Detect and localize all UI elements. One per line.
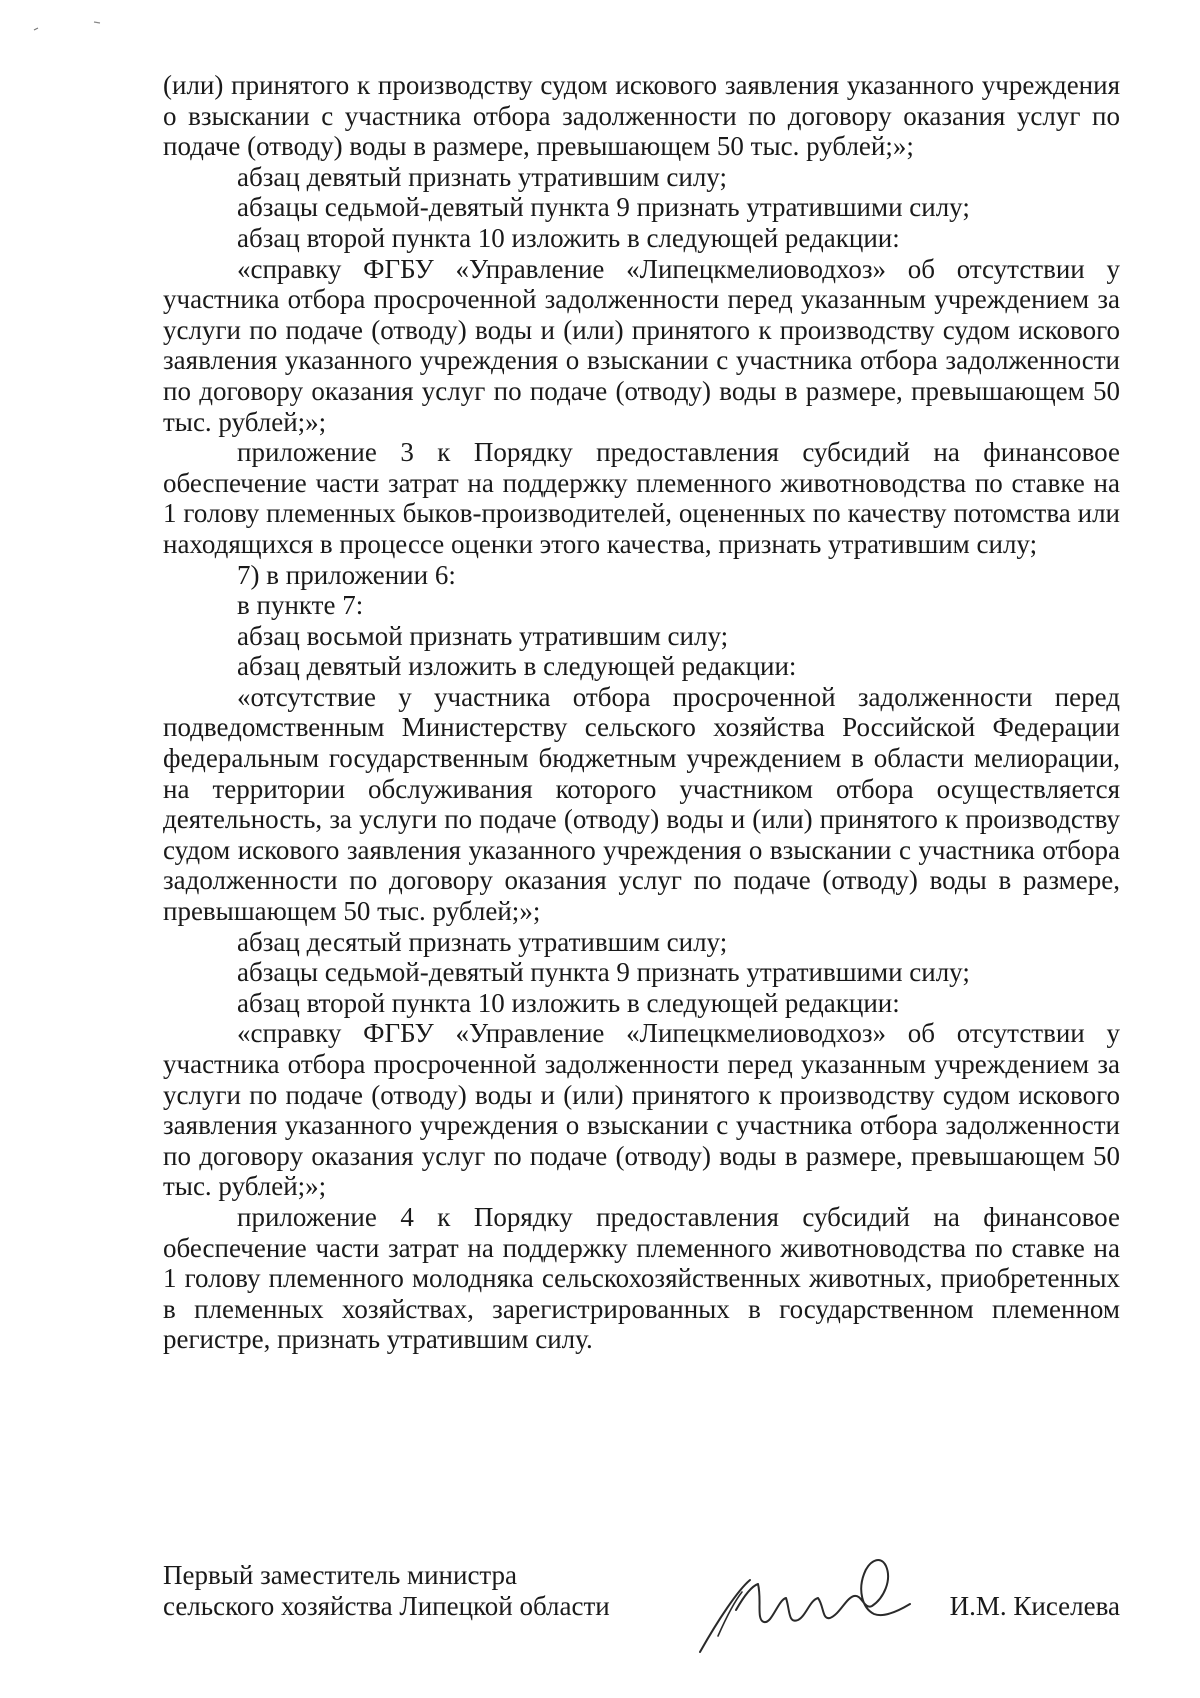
handwritten-signature-icon	[678, 1540, 918, 1660]
paragraph: абзац восьмой признать утратившим силу;	[237, 620, 729, 651]
paragraph: приложение 3 к Порядку предоставления субсидий на финансовое обеспечение части затрат на поддержку племенного животноводства по ставке на 1 голову племенных быков-производителей, оцененных по качеству потомства или находящихся в процессе оценки этого качества, признать утратившим силу;	[163, 437, 1120, 559]
paragraph: «отсутствие у участника отбора просроченной задолженности перед подведомственным Министерству сельского хозяйства Российской Федерации федеральным государственным бюджетным учреждением в области мелиорации, на территории обслуживания которого участником отбора осуществляется деятельность, за услуги по подаче (отводу) воды и (или) принятого к производству судом искового заявления указанного учреждения о взыскании с участника отбора задолженности по договору оказания услуг по подаче (отводу) воды в размере, превышающем 50 тыс. рублей;»;	[163, 681, 1120, 927]
scan-artifact-marks	[28, 18, 118, 36]
paragraph: абзацы седьмой-девятый пункта 9 признать утратившими силу;	[237, 957, 970, 988]
paragraph: «справку ФГБУ «Управление «Липецкмелиоводхоз» об отсутствии у участника отбора просроченной задолженности перед указанным учреждением за услуги по подаче (отводу) воды и (или) принятого к производству судом искового заявления указанного учреждения о взыскании с участника отбора задолженности по договору оказания услуг по подаче (отводу) воды в размере, превышающем 50 тыс. рублей;»;	[163, 1018, 1120, 1202]
signatory-name: И.М. Киселева	[949, 1591, 1120, 1621]
paragraph: абзац девятый изложить в следующей редакции:	[237, 651, 797, 682]
paragraph: абзац второй пункта 10 изложить в следующей редакции:	[237, 222, 900, 253]
paragraph: в пункте 7:	[237, 590, 364, 621]
paragraph: абзацы седьмой-девятый пункта 9 признать утратившими силу;	[237, 192, 970, 223]
signature-block	[163, 1560, 1120, 1670]
paragraph: абзац девятый признать утратившим силу;	[237, 161, 727, 192]
paragraph: приложение 4 к Порядку предоставления субсидий на финансовое обеспечение части затрат на поддержку племенного животноводства по ставке на 1 голову племенного молодняка сельскохозяйственных животных, приобретенных в племенных хозяйствах, зарегистрированных в государственном племенном регистре, признать утратившим силу.	[163, 1201, 1120, 1355]
signatory-title-line1: Первый заместитель министра	[163, 1560, 518, 1590]
signatory-title-line2: сельского хозяйства Липецкой области	[163, 1591, 610, 1621]
document-body	[163, 70, 1120, 1355]
paragraph: абзац десятый признать утратившим силу;	[237, 926, 728, 957]
paragraph: 7) в приложении 6:	[237, 559, 456, 590]
paragraph: «справку ФГБУ «Управление «Липецкмелиоводхоз» об отсутствии у участника отбора просроченной задолженности перед указанным учреждением за услуги по подаче (отводу) воды и (или) принятого к производству судом искового заявления указанного учреждения о взыскании с участника отбора задолженности по договору оказания услуг по подаче (отводу) воды в размере, превышающем 50 тыс. рублей;»;	[163, 253, 1120, 437]
paragraph: (или) принятого к производству судом искового заявления указанного учреждения о взыскании с участника отбора задолженности по договору оказания услуг по подаче (отводу) воды в размере, превышающем 50 тыс. рублей;»;	[163, 70, 1120, 162]
paragraph: абзац второй пункта 10 изложить в следующей редакции:	[237, 987, 900, 1018]
signatory-title	[163, 1560, 610, 1622]
